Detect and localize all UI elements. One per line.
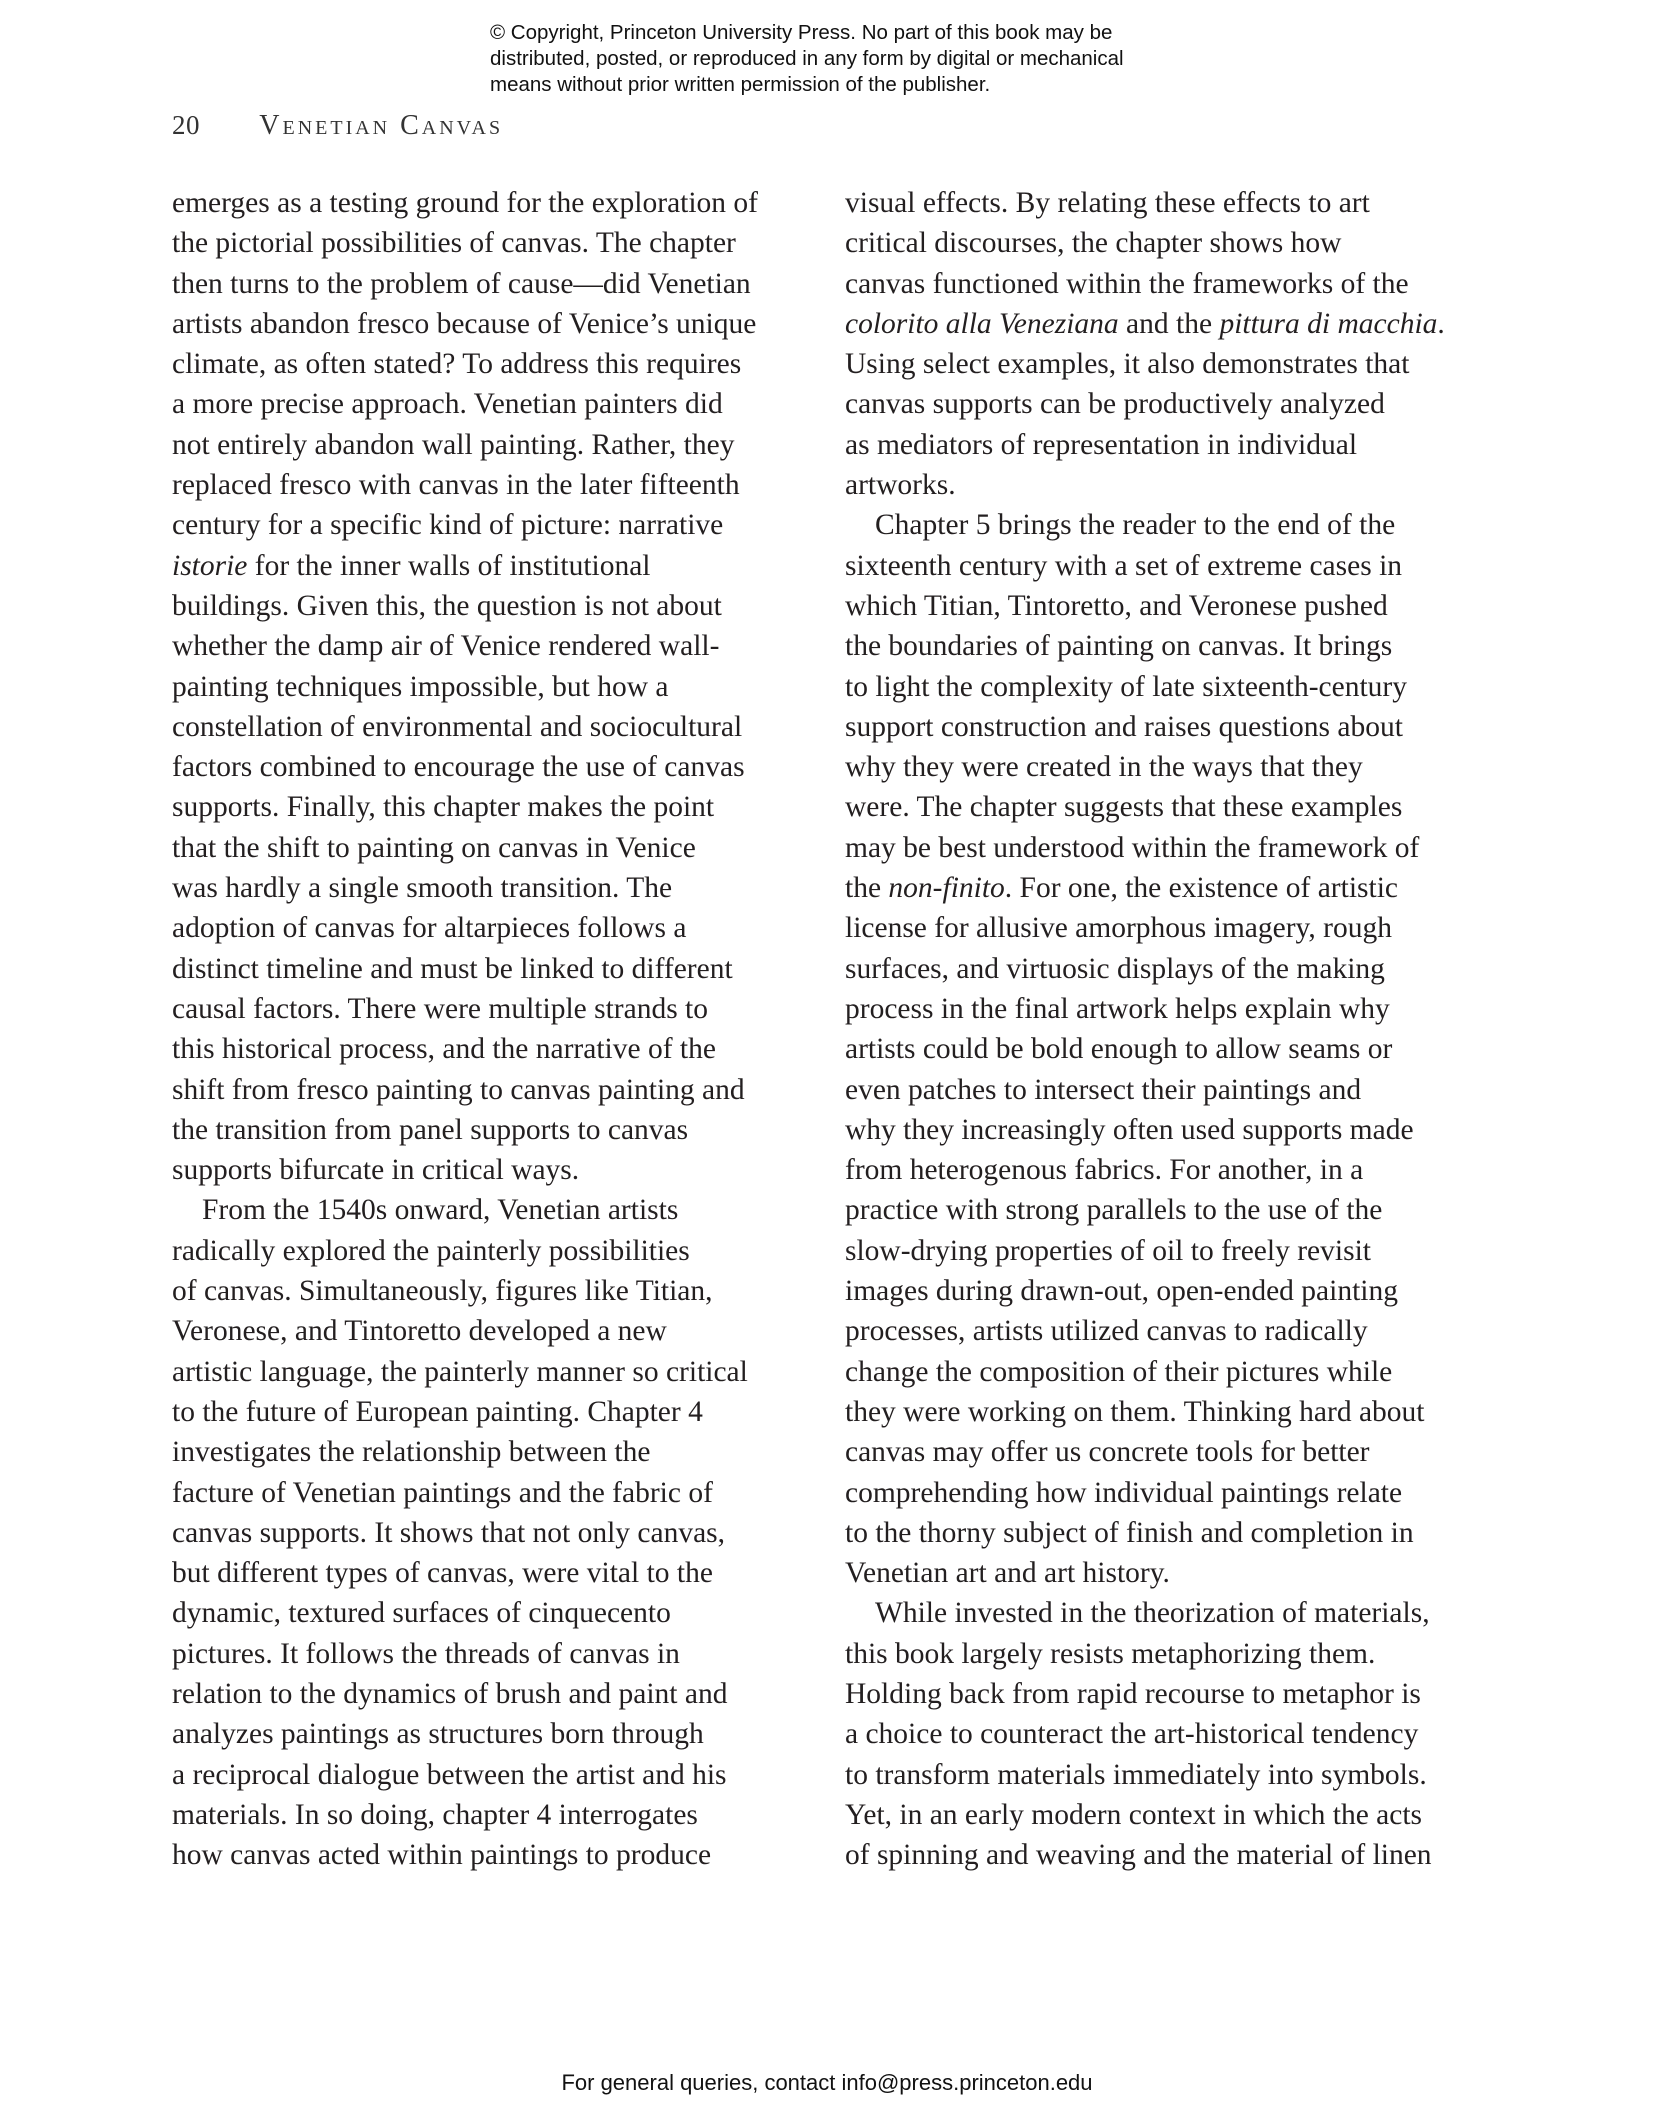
italic-text: colorito alla Veneziana xyxy=(845,307,1119,340)
text-segment: climate, as often stated? To address this requires xyxy=(172,348,742,381)
text-line xyxy=(172,747,832,787)
text-line xyxy=(845,1835,1505,1875)
text-line xyxy=(172,1070,832,1110)
text-segment: relation to the dynamics of brush and paint and xyxy=(172,1677,728,1710)
text-line xyxy=(845,1271,1505,1311)
text-segment: buildings. Given this, the question is not about xyxy=(172,589,722,622)
text-line xyxy=(845,1070,1505,1110)
running-head xyxy=(172,110,503,142)
text-line xyxy=(845,183,1505,223)
text-segment: was hardly a single smooth transition. The xyxy=(172,872,673,905)
text-segment: canvas supports can be productively analyzed xyxy=(845,388,1385,421)
text-line xyxy=(845,223,1505,263)
text-segment: the pictorial possibilities of canvas. The chapter xyxy=(172,227,736,260)
text-segment: process in the final artwork helps explain why xyxy=(845,992,1390,1025)
text-segment: then turns to the problem of cause—did Venetian xyxy=(172,267,751,300)
text-line xyxy=(845,1755,1505,1795)
text-line xyxy=(172,1553,832,1593)
text-segment: canvas may offer us concrete tools for better xyxy=(845,1436,1370,1469)
text-segment: comprehending how individual paintings relate xyxy=(845,1476,1403,1509)
text-line xyxy=(845,1553,1505,1593)
text-line xyxy=(172,1714,832,1754)
text-line xyxy=(845,465,1505,505)
text-segment: a reciprocal dialogue between the artist and his xyxy=(172,1758,727,1791)
text-line xyxy=(845,1392,1505,1432)
text-segment: . xyxy=(1437,307,1445,340)
text-segment: that the shift to painting on canvas in Venice xyxy=(172,831,696,864)
text-segment: processes, artists utilized canvas to radically xyxy=(845,1315,1368,1348)
text-segment: pictures. It follows the threads of canvas in xyxy=(172,1637,680,1670)
text-segment: canvas supports. It shows that not only canvas, xyxy=(172,1516,726,1549)
italic-text: istorie xyxy=(172,549,248,582)
text-segment: adoption of canvas for altarpieces follows a xyxy=(172,912,687,945)
text-line xyxy=(172,1110,832,1150)
text-segment: While invested in the theorization of materials, xyxy=(875,1597,1430,1630)
text-segment: license for allusive amorphous imagery, rough xyxy=(845,912,1392,945)
text-line xyxy=(172,1473,832,1513)
text-segment: were. The chapter suggests that these examples xyxy=(845,791,1403,824)
text-line xyxy=(172,344,832,384)
text-segment: a more precise approach. Venetian painters did xyxy=(172,388,723,421)
text-segment: Yet, in an early modern context in which the acts xyxy=(845,1798,1423,1831)
text-line xyxy=(172,223,832,263)
text-line xyxy=(845,787,1505,827)
text-segment: why they were created in the ways that they xyxy=(845,751,1363,784)
text-line xyxy=(172,586,832,626)
text-segment: to transform materials immediately into symbols. xyxy=(845,1758,1427,1791)
text-line xyxy=(845,1311,1505,1351)
text-line xyxy=(172,264,832,304)
text-line xyxy=(845,384,1505,424)
text-segment: the transition from panel supports to canvas xyxy=(172,1113,689,1146)
text-segment: for the inner walls of institutional xyxy=(247,549,651,582)
italic-text: non-finito xyxy=(888,872,1005,905)
text-line xyxy=(845,304,1505,344)
text-line xyxy=(172,787,832,827)
text-segment: Holding back from rapid recourse to metaphor is xyxy=(845,1677,1421,1710)
text-line xyxy=(845,425,1505,465)
text-line xyxy=(172,1432,832,1472)
text-segment: artists could be bold enough to allow seams or xyxy=(845,1033,1393,1066)
text-line xyxy=(172,1593,832,1633)
text-line xyxy=(845,868,1505,908)
text-line xyxy=(172,828,832,868)
text-segment: painting techniques impossible, but how a xyxy=(172,670,669,703)
text-line xyxy=(172,707,832,747)
text-line xyxy=(845,747,1505,787)
text-line xyxy=(172,1513,832,1553)
text-segment: century for a specific kind of picture: narrative xyxy=(172,509,724,542)
copyright-line: © Copyright, Princeton University Press. No part of this book may be xyxy=(490,21,1113,44)
text-line xyxy=(172,1190,832,1230)
text-line xyxy=(172,1231,832,1271)
text-line xyxy=(172,1674,832,1714)
text-segment: radically explored the painterly possibilities xyxy=(172,1234,690,1267)
text-segment: analyzes paintings as structures born through xyxy=(172,1718,704,1751)
text-segment: emerges as a testing ground for the exploration of xyxy=(172,187,759,219)
text-segment: the boundaries of painting on canvas. It brings xyxy=(845,630,1393,663)
text-segment: shift from fresco painting to canvas painting and xyxy=(172,1073,745,1106)
text-line xyxy=(172,908,832,948)
text-segment: and the xyxy=(1118,307,1220,340)
text-line xyxy=(845,1795,1505,1835)
text-line xyxy=(172,384,832,424)
text-segment: support construction and raises questions about xyxy=(845,710,1403,743)
text-line xyxy=(172,1352,832,1392)
text-line xyxy=(172,1634,832,1674)
text-line xyxy=(845,1593,1505,1633)
text-line xyxy=(845,546,1505,586)
text-line xyxy=(845,828,1505,868)
text-segment: but different types of canvas, were vital to the xyxy=(172,1557,713,1590)
text-segment: investigates the relationship between the xyxy=(172,1436,651,1469)
text-line xyxy=(172,183,832,223)
text-segment: causal factors. There were multiple strands to xyxy=(172,992,708,1025)
footer-contact: For general queries, contact info@press.princeton.edu xyxy=(561,2070,1093,2095)
text-segment: this book largely resists metaphorizing them. xyxy=(845,1637,1376,1670)
text-segment: practice with strong parallels to the use of the xyxy=(845,1194,1383,1227)
text-segment: why they increasingly often used supports made xyxy=(845,1113,1414,1146)
text-segment: artistic language, the painterly manner so critical xyxy=(172,1355,748,1388)
text-line xyxy=(845,1190,1505,1230)
text-segment: Venetian art and art history. xyxy=(845,1557,1170,1590)
text-segment: distinct timeline and must be linked to different xyxy=(172,952,733,985)
right-column xyxy=(845,183,1505,1875)
text-line xyxy=(845,264,1505,304)
copyright-line: means without prior written permission of the publisher. xyxy=(490,73,991,96)
text-line xyxy=(172,1029,832,1069)
text-segment: From the 1540s onward, Venetian artists xyxy=(202,1194,679,1227)
text-segment: artists abandon fresco because of Venice’s unique xyxy=(172,307,757,340)
text-line xyxy=(172,1755,832,1795)
book-title: Venetian Canvas xyxy=(259,110,504,141)
text-segment: artworks. xyxy=(845,469,956,502)
text-segment: supports bifurcate in critical ways. xyxy=(172,1154,580,1187)
text-segment: factors combined to encourage the use of canvas xyxy=(172,751,745,784)
text-segment: they were working on them. Thinking hard about xyxy=(845,1395,1425,1428)
text-line xyxy=(845,1150,1505,1190)
text-line xyxy=(845,626,1505,666)
text-segment: constellation of environmental and sociocultural xyxy=(172,710,743,743)
text-line xyxy=(845,1714,1505,1754)
text-segment: even patches to intersect their paintings and xyxy=(845,1073,1362,1106)
text-segment: dynamic, textured surfaces of cinquecento xyxy=(172,1597,671,1630)
text-segment: may be best understood within the framework of xyxy=(845,831,1420,864)
text-segment: from heterogenous fabrics. For another, in a xyxy=(845,1154,1364,1187)
text-line xyxy=(172,465,832,505)
text-line xyxy=(172,626,832,666)
text-segment: of spinning and weaving and the material of linen xyxy=(845,1839,1432,1872)
text-segment: which Titian, Tintoretto, and Veronese pushed xyxy=(845,589,1388,622)
text-segment: facture of Venetian paintings and the fabric of xyxy=(172,1476,713,1509)
text-segment: slow-drying properties of oil to freely revisit xyxy=(845,1234,1371,1267)
text-segment: canvas functioned within the frameworks of the xyxy=(845,267,1409,300)
text-segment: sixteenth century with a set of extreme cases in xyxy=(845,549,1403,582)
text-segment: to light the complexity of late sixteenth-century xyxy=(845,670,1407,703)
text-line xyxy=(845,344,1505,384)
text-line xyxy=(845,1110,1505,1150)
text-line xyxy=(172,1150,832,1190)
text-line xyxy=(172,304,832,344)
text-segment: this historical process, and the narrative of the xyxy=(172,1033,716,1066)
text-line xyxy=(845,989,1505,1029)
text-line xyxy=(845,586,1505,626)
text-line xyxy=(172,505,832,545)
text-line xyxy=(172,1835,832,1875)
text-segment: as mediators of representation in individual xyxy=(845,428,1358,461)
text-line xyxy=(172,989,832,1029)
text-segment: to the future of European painting. Chapter 4 xyxy=(172,1395,703,1428)
text-segment: a choice to counteract the art-historical tendency xyxy=(845,1718,1419,1751)
text-line xyxy=(845,1473,1505,1513)
text-line xyxy=(845,707,1505,747)
text-segment: materials. In so doing, chapter 4 interrogates xyxy=(172,1798,698,1831)
text-line xyxy=(845,1231,1505,1271)
text-line xyxy=(845,1674,1505,1714)
text-segment: critical discourses, the chapter shows how xyxy=(845,227,1342,260)
text-segment: supports. Finally, this chapter makes the point xyxy=(172,791,715,824)
text-segment: visual effects. By relating these effects to art xyxy=(845,187,1370,219)
text-segment: images during drawn-out, open-ended painting xyxy=(845,1275,1398,1308)
text-line xyxy=(845,505,1505,545)
text-line xyxy=(172,546,832,586)
text-line xyxy=(172,1311,832,1351)
text-line xyxy=(845,667,1505,707)
text-line xyxy=(845,1352,1505,1392)
text-line xyxy=(172,1271,832,1311)
text-segment: Veronese, and Tintoretto developed a new xyxy=(172,1315,667,1348)
text-line xyxy=(845,1029,1505,1069)
text-segment: surfaces, and virtuosic displays of the making xyxy=(845,952,1385,985)
text-line xyxy=(172,1392,832,1432)
text-segment: of canvas. Simultaneously, figures like Titian, xyxy=(172,1275,713,1308)
text-segment: Chapter 5 brings the reader to the end of the xyxy=(875,509,1396,542)
text-line xyxy=(172,667,832,707)
text-segment: replaced fresco with canvas in the later fifteenth xyxy=(172,469,740,502)
text-line xyxy=(172,425,832,465)
left-column xyxy=(172,183,832,1875)
text-segment: to the thorny subject of finish and completion in xyxy=(845,1516,1414,1549)
text-line xyxy=(845,1432,1505,1472)
text-line xyxy=(845,949,1505,989)
text-segment: how canvas acted within paintings to produce xyxy=(172,1839,712,1872)
text-segment: whether the damp air of Venice rendered wall- xyxy=(172,630,720,663)
copyright-notice xyxy=(490,20,1210,98)
text-line xyxy=(845,1634,1505,1674)
text-line xyxy=(845,1513,1505,1553)
text-segment: . For one, the existence of artistic xyxy=(1004,872,1398,905)
text-segment: the xyxy=(845,872,889,905)
copyright-line: distributed, posted, or reproduced in any form by digital or mechanical xyxy=(490,47,1124,70)
page-number: 20 xyxy=(172,110,200,140)
italic-text: pittura di macchia xyxy=(1219,307,1438,340)
text-segment: change the composition of their pictures while xyxy=(845,1355,1393,1388)
text-segment: Using select examples, it also demonstrates that xyxy=(845,348,1410,381)
text-line xyxy=(172,868,832,908)
text-line xyxy=(172,949,832,989)
text-line xyxy=(845,908,1505,948)
text-line xyxy=(172,1795,832,1835)
text-segment: not entirely abandon wall painting. Rather, they xyxy=(172,428,735,461)
